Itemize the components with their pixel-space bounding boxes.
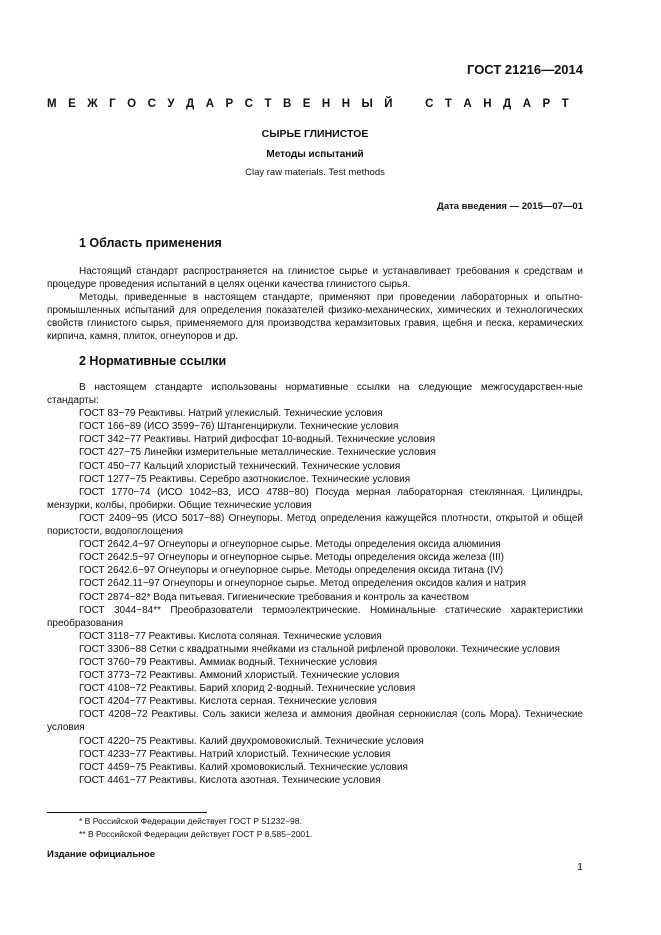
document-title: СЫРЬЕ ГЛИНИСТОЕ	[261, 128, 369, 140]
reference-item: ГОСТ 3773−72 Реактивы. Аммоний хлористый. Технические условия	[79, 670, 400, 682]
reference-item: ГОСТ 4461−77 Реактивы. Кислота азотная. Технические условия	[79, 774, 381, 786]
introduction-date: Дата введения — 2015—07—01	[437, 201, 583, 212]
heading-letter: Т	[264, 98, 272, 110]
paragraph: В настоящем стандарте использованы нормативные ссылки на следующие межгосударствен-ные стандарты:	[47, 382, 583, 407]
heading-letter: А	[205, 98, 215, 110]
reference-item: ГОСТ 4233−77 Реактивы. Натрий хлористый. Технические условия	[79, 748, 391, 760]
reference-item: ГОСТ 2409−95 (ИСО 5017−88) Огнеупоры. Метод определения кажущейся плотности, открытой и общей пористости, водопоглощения	[47, 512, 583, 538]
reference-item: ГОСТ 1770−74 (ИСО 1042−83, ИСО 4788−80) Посуда мерная лабораторная стеклянная. Цилиндры, мензурки, колбы, пробирки. Общие технические условия	[47, 486, 583, 511]
document-subtitle: Методы испытаний	[266, 149, 364, 160]
heading-letter: Е	[302, 98, 311, 110]
reference-item: ГОСТ 450−77 Кальций хлористый технический. Технические условия	[79, 460, 401, 472]
reference-item: ГОСТ 2642.11−97 Огнеупоры и огнеупорное сырье. Метод определения оксидов калия и натрия	[79, 578, 527, 590]
reference-item: ГОСТ 342−77 Реактивы. Натрий дифосфат 10-водный. Технические условия	[79, 434, 436, 446]
edition-label: Издание официальное	[47, 849, 155, 860]
heading-letter: Р	[225, 98, 234, 110]
reference-item: ГОСТ 427−75 Линейки измерительные металлические. Технические условия	[79, 447, 436, 459]
reference-item: ГОСТ 3760−79 Реактивы. Аммиак водный. Технические условия	[79, 656, 378, 668]
heading-letter: М	[47, 98, 57, 110]
footnote-divider	[47, 812, 207, 813]
heading-letter: Е	[68, 98, 76, 110]
heading-letter: Ж	[87, 98, 98, 110]
heading-letter: У	[167, 98, 175, 110]
heading-letter: В	[282, 98, 292, 110]
reference-item: ГОСТ 83−79 Реактивы. Натрий углекислый. Технические условия	[79, 408, 383, 420]
heading-letter: С	[425, 98, 434, 110]
reference-item: ГОСТ 3118−77 Реактивы. Кислота соляная. Технические условия	[79, 630, 382, 642]
heading-letter: Й	[384, 98, 393, 110]
reference-item: ГОСТ 4459−75 Реактивы. Калий хромовокислый. Технические условия	[79, 761, 408, 773]
reference-item: ГОСТ 3306−88 Сетки с квадратными ячейками из стальной рифленой проволоки. Технические условия	[79, 643, 560, 655]
heading-letter: Т	[561, 98, 569, 110]
heading-letter: Г	[109, 98, 116, 110]
heading-letter: А	[463, 98, 472, 110]
reference-item: ГОСТ 4204−77 Реактивы. Кислота серная. Технические условия	[79, 696, 377, 708]
heading-letter: А	[522, 98, 531, 110]
heading-letter: Н	[483, 98, 492, 110]
heading-letter: Р	[542, 98, 551, 110]
heading-letter: Т	[444, 98, 452, 110]
reference-item: ГОСТ 4108−72 Реактивы. Барий хлорид 2-водный. Технические условия	[79, 683, 416, 695]
reference-item: ГОСТ 166−89 (ИСО 3599−76) Штангенциркули. Технические условия	[79, 421, 399, 433]
heading-letter	[404, 98, 414, 110]
section-references-body	[47, 381, 583, 787]
paragraph: Настоящий стандарт распространяется на глинистое сырье и устанавливает требования к средствам и процедуре проведения испытаний в целях оценки качества глинистого сырья.	[47, 266, 583, 291]
reference-item: ГОСТ 1277−75 Реактивы. Серебро азотнокислое. Технические условия	[79, 473, 411, 485]
heading-letter: Д	[186, 98, 195, 110]
reference-item: ГОСТ 2874−82* Вода питьевая. Гигиенические требования и контроль за качеством	[79, 591, 470, 603]
reference-item: ГОСТ 2642.4−97 Огнеупоры и огнеупорное сырье. Методы определения оксида алюминия	[79, 539, 501, 551]
standard-type-heading	[47, 98, 569, 110]
page-number: 1	[577, 861, 583, 873]
heading-letter: Д	[503, 98, 512, 110]
footnote: * В Российской Федерации действует ГОСТ Р 51232−98.	[79, 816, 302, 826]
heading-letter: Н	[321, 98, 331, 110]
heading-letter: Н	[341, 98, 351, 110]
reference-item: ГОСТ 2642.6−97 Огнеупоры и огнеупорное сырье. Методы определения оксида титана (IV)	[79, 565, 504, 577]
document-title-english: Clay raw materials. Test methods	[245, 167, 385, 178]
footnote: ** В Российской Федерации действует ГОСТ Р 8.585−2001.	[79, 828, 313, 839]
section-heading-scope: 1 Область применения	[79, 236, 222, 250]
reference-item: ГОСТ 4208−72 Реактивы. Соль закиси железа и аммония двойная сернокислая (соль Мора). Технические условия	[47, 709, 583, 734]
document-code: ГОСТ 21216—2014	[467, 62, 583, 77]
section-scope-body	[47, 265, 583, 344]
reference-item: ГОСТ 2642.5−97 Огнеупоры и огнеупорное сырье. Методы определения оксида железа (III)	[79, 552, 504, 564]
heading-letter: С	[244, 98, 253, 110]
heading-letter: О	[127, 98, 137, 110]
section-heading-references: 2 Нормативные ссылки	[79, 354, 227, 368]
paragraph: Методы, приведенные в настоящем стандарте, применяют при проведении лабораторных и опытно-промышленных испытаний для определения показателей физико-механических, химических и технологических свойств глинистого сырья, применяемого для производства керамзитовых гравия, щебня и песка, керамических кирпича, камня, плиток, огнеупоров и др.	[47, 292, 583, 343]
reference-item: ГОСТ 4220−75 Реактивы. Калий двухромовокислый. Технические условия	[79, 735, 424, 747]
heading-letter: С	[147, 98, 156, 110]
footnotes	[79, 815, 312, 840]
reference-item: ГОСТ 3044−84** Преобразователи термоэлектрические. Номинальные статические характеристики преобразования	[47, 604, 583, 629]
heading-letter: Ы	[361, 98, 373, 110]
